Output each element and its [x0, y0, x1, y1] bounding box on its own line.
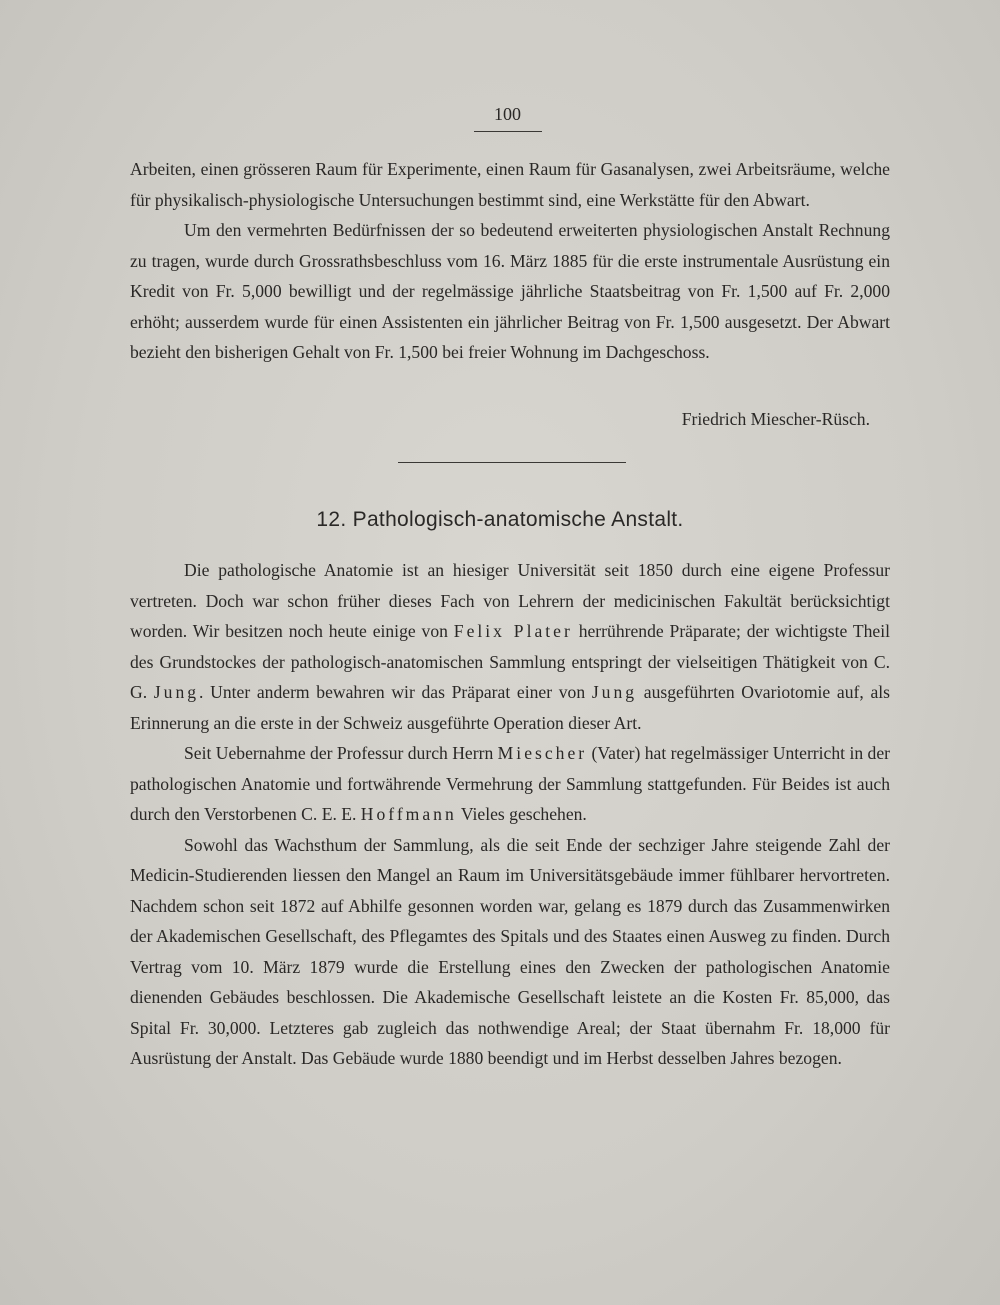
text-run: herrührende Präparate; der wichtigste Theil des Grundstockes der pathologisch-anatomischen Sammlung entspringt der vielseitigen Thätigkeit von C. G. — [130, 621, 890, 702]
section-separator-rule — [398, 462, 626, 463]
section-heading: 12. Pathologisch-anatomische Anstalt. — [316, 508, 684, 531]
name-plater: Felix Plater — [453, 621, 573, 641]
paragraph-history — [130, 555, 890, 738]
text-run: Vieles geschehen. — [456, 804, 587, 824]
page-number-rule — [474, 131, 542, 132]
paragraph-continued: Arbeiten, einen grösseren Raum für Experimente, einen Raum für Gasanalysen, zwei Arbeitsräume, welche für physikalisch-physiologische Untersuchungen bestimmt sind, eine Werkstätte für den Abwart. — [130, 159, 890, 210]
name-miescher: Miescher — [497, 743, 588, 763]
text-run: Die pathologische Anatomie ist an hiesiger Universität seit 1850 durch eine eigene Professur vertreten. Doch war schon früher dieses Fach von Lehrern der medicinischen Fakultät berücksichtigt worden. Wir besitzen noch heute einige von — [130, 560, 890, 641]
text-run: . Unter anderm bewahren wir das Präparat einer von — [199, 682, 592, 702]
name-jung: Jung — [153, 682, 200, 702]
paragraph-funding: Um den vermehrten Bedürfnissen der so bedeutend erweiterten physiologischen Anstalt Rechnung zu tragen, wurde durch Grossrathsbeschluss vom 16. März 1885 für die erste instrumentale Ausrüstung ein Kredit von Fr. 5,000 bewilligt und der regelmässige jährliche Staatsbeitrag von Fr. 1,500 auf Fr. 2,000 erhöht; ausserdem wurde für einen Assistenten ein jährlicher Beitrag von Fr. 1,500 ausgesetzt. Der Abwart bezieht den bisherigen Gehalt von Fr. 1,500 bei freier Wohnung im Dachgeschoss. — [130, 220, 890, 362]
name-jung: Jung — [591, 682, 638, 702]
paragraph-teaching — [130, 738, 890, 830]
name-hoffmann: Hoffmann — [360, 804, 457, 824]
page-number: 100 — [494, 104, 521, 124]
section-text-block — [130, 555, 890, 1074]
text-run: Seit Uebernahme der Professur durch Herrn — [184, 743, 498, 763]
paragraph-building: Sowohl das Wachsthum der Sammlung, als die seit Ende der sechziger Jahre steigende Zahl der Medicin-Studierenden liessen den Mangel an Raum im Universitätsgebäude immer fühlbarer hervortreten. Nachdem schon seit 1872 auf Abhilfe gesonnen worden war, gelang es 1879 durch das Zusammenwirken der Akademischen Gesellschaft, des Pflegamtes des Spitals und des Staates einen Ausweg zu finden. Durch Vertrag vom 10. März 1879 wurde die Erstellung eines den Zwecken der pathologischen Anatomie dienenden Gebäudes beschlossen. Die Akademische Gesellschaft leistete an die Kosten Fr. 85,000, das Spital Fr. 30,000. Letzteres gab zugleich das nothwendige Areal; der Staat übernahm Fr. 18,000 für Ausrüstung der Anstalt. Das Gebäude wurde 1880 beendigt und im Herbst desselben Jahres bezogen. — [130, 834, 890, 1068]
text-run: ausgeführten Ovariotomie auf, als Erinnerung an die erste in der Schweiz ausgeführte Operation dieser Art. — [130, 682, 890, 733]
text-run: (Vater) hat regelmässiger Unterricht in der pathologischen Anatomie und fortwährende Vermehrung der Sammlung stattgefunden. Für Beides ist auch durch den Verstorbenen C. E. E. — [130, 743, 890, 824]
signature: Friedrich Miescher-Rüsch. — [681, 409, 870, 429]
top-text-block — [130, 154, 890, 368]
